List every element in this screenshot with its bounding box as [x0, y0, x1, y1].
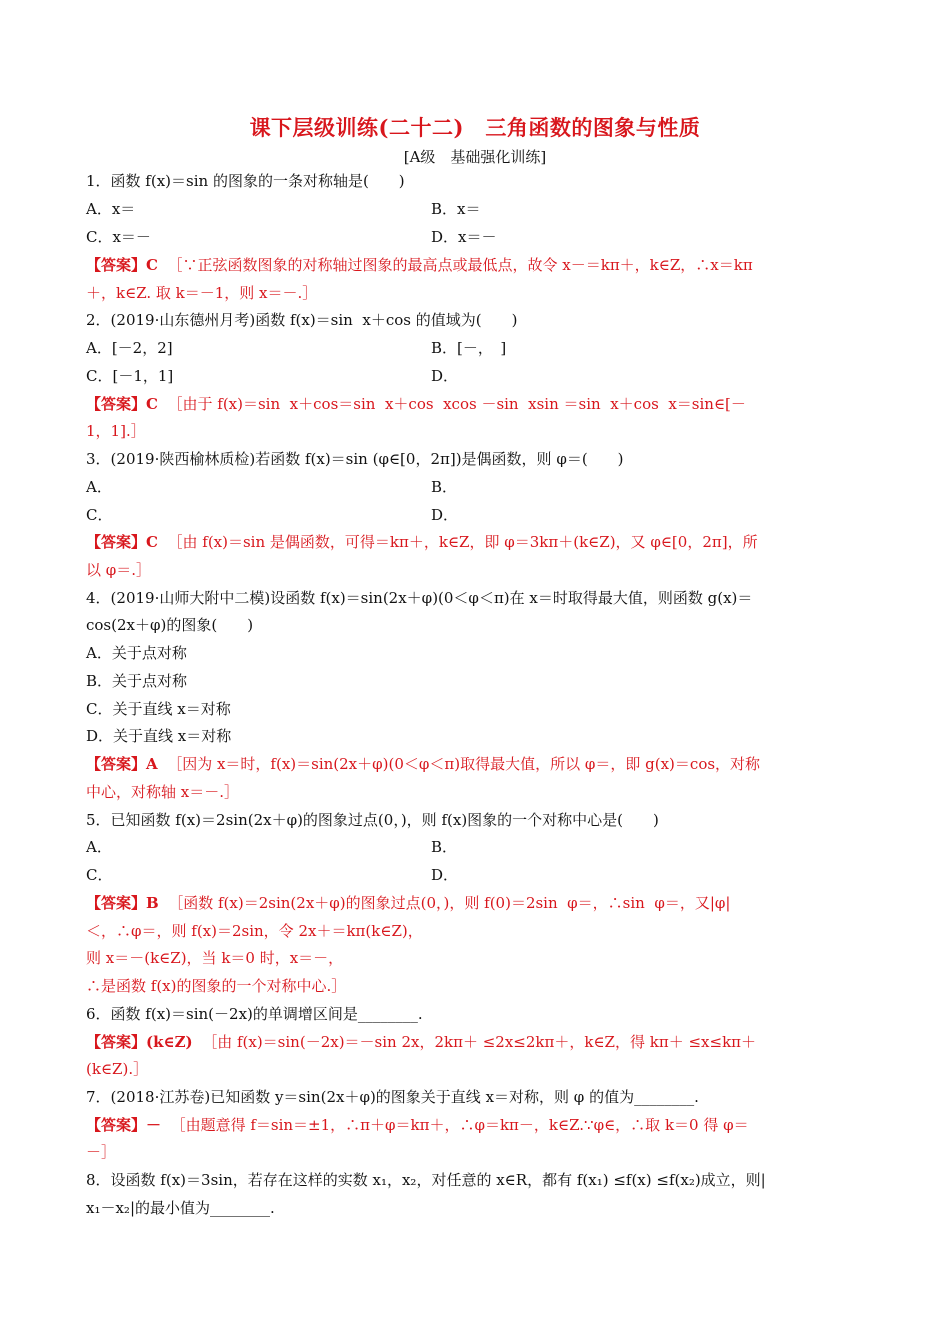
q6-answer [86, 1032, 866, 1052]
q2-stem: 2．(2019·山东德州月考)函数 f(x)＝sin x＋cos 的值域为( ) [86, 311, 518, 329]
q5-answer-text: ［函数 f(x)＝2sin(2x＋φ)的图象过点(0，)，则 f(0)＝2sin φ＝，∴sin φ＝，又|φ| [168, 894, 731, 912]
q2-option-c: C．[－1，1] [86, 367, 174, 385]
q4-stem-cont: cos(2x＋φ)的图象( ) [86, 616, 254, 634]
q5-answer [86, 893, 866, 913]
q5-answer-line4: ∴是函数 f(x)的图象的一个对称中心.］ [86, 977, 347, 995]
q5-answer-line3: 则 x＝－(k∈Z)，当 k＝0 时，x＝－， [86, 949, 344, 967]
q3-option-d: D． [431, 506, 459, 524]
q1-answer-text: ［∵正弦函数图象的对称轴过图象的最高点或最低点，故令 x－＝kπ＋，k∈Z，∴x＝kπ [167, 256, 753, 274]
q3-answer-text: ［由 f(x)＝sin 是偶函数，可得＝kπ＋，k∈Z，即 φ＝3kπ＋(k∈Z)，又 φ∈[0，2π]，所 [167, 533, 758, 551]
q1-option-a: A．x＝ [86, 200, 136, 218]
q2-option-b: B．[－， ] [431, 339, 507, 357]
q5-answer-line2: ＜，∴φ＝，则 f(x)＝2sin，令 2x＋＝kπ(k∈Z)， [86, 922, 423, 940]
q1-stem: 1．函数 f(x)＝sin 的图象的一条对称轴是( ) [86, 172, 405, 190]
q6-answer-cont: (k∈Z).］ [86, 1060, 149, 1078]
q8-stem-cont: x₁－x₂|的最小值为________. [86, 1199, 275, 1217]
q1-option-b: B．x＝ [431, 200, 481, 218]
q3-option-c: C． [86, 506, 113, 524]
q5-option-c: C． [86, 866, 113, 884]
q5-stem: 5．已知函数 f(x)＝2sin(2x＋φ)的图象过点(0，)，则 f(x)图象的一个对称中心是( ) [86, 811, 659, 829]
q6-stem: 6．函数 f(x)＝sin(－2x)的单调增区间是________. [86, 1005, 423, 1023]
q2-answer-tag: 【答案】C [86, 395, 158, 413]
q2-option-a: A．[－2，2] [86, 339, 173, 357]
q2-option-d: D． [431, 367, 459, 385]
q2-answer-cont: 1，1].］ [86, 422, 146, 440]
q4-option-b: B．关于点对称 [86, 672, 188, 690]
q1-option-c: C．x＝－ [86, 228, 151, 246]
q3-stem: 3．(2019·陕西榆林质检)若函数 f(x)＝sin (φ∈[0，2π])是偶函数，则 φ＝( ) [86, 450, 624, 468]
q4-answer-tag: 【答案】A [86, 755, 158, 773]
q3-answer-tag: 【答案】C [86, 533, 158, 551]
q5-option-a: A． [86, 838, 112, 856]
q2-answer [86, 394, 866, 414]
q2-answer-text: ［由于 f(x)＝sin x＋cos＝sin x＋cos xcos －sin xsin ＝sin x＋cos x＝sin∈[－ [167, 395, 746, 413]
q3-answer-cont: 以 φ＝.］ [86, 561, 152, 579]
q7-answer-cont: －］ [86, 1143, 117, 1161]
q7-stem: 7．(2018·江苏卷)已知函数 y＝sin(2x＋φ)的图象关于直线 x＝对称，则 φ 的值为________. [86, 1088, 699, 1106]
q4-option-d: D．关于直线 x＝对称 [86, 727, 232, 745]
q4-answer [86, 754, 866, 774]
q8-stem: 8．设函数 f(x)＝3sin，若存在这样的实数 x₁，x₂，对任意的 x∈R，都有 f(x₁) ≤f(x) ≤f(x₂)成立，则| [86, 1171, 766, 1189]
q4-stem: 4．(2019·山师大附中二模)设函数 f(x)＝sin(2x＋φ)(0＜φ＜π)在 x＝时取得最大值，则函数 g(x)＝ [86, 589, 753, 607]
q5-option-b: B． [431, 838, 458, 856]
q6-answer-text: ［由 f(x)＝sin(－2x)＝－sin 2x，2kπ＋ ≤2x≤2kπ＋，k∈Z，得 kπ＋ ≤x≤kπ＋ [202, 1033, 757, 1051]
q4-answer-text: ［因为 x＝时，f(x)＝sin(2x＋φ)(0＜φ＜π)取得最大值，所以 φ＝，即 g(x)＝cos，对称 [167, 755, 761, 773]
section-subtitle: [A级 基础强化训练] [403, 148, 547, 166]
page-title: 课下层级训练(二十二) 三角函数的图象与性质 [249, 115, 701, 140]
q7-answer-tag: 【答案】－ [86, 1116, 162, 1134]
q1-option-d: D．x＝－ [431, 228, 497, 246]
q4-option-c: C．关于直线 x＝对称 [86, 700, 231, 718]
q7-answer-text: ［由题意得 f＝sin＝±1，∴π＋φ＝kπ＋，∴φ＝kπ－，k∈Z.∵φ∈，∴取 k＝0 得 φ＝ [170, 1116, 749, 1134]
q1-answer [86, 255, 866, 275]
q3-option-b: B． [431, 478, 458, 496]
q5-answer-tag: 【答案】B [86, 894, 159, 912]
q1-answer-cont: ＋，k∈Z. 取 k＝－1，则 x＝－.］ [86, 284, 318, 302]
q6-answer-tag: 【答案】(k∈Z) [86, 1033, 193, 1051]
q3-option-a: A． [86, 478, 112, 496]
q7-answer [86, 1115, 866, 1135]
q3-answer [86, 532, 866, 552]
q5-option-d: D． [431, 866, 459, 884]
q4-answer-cont: 中心，对称轴 x＝－.］ [86, 783, 239, 801]
q4-option-a: A．关于点对称 [86, 644, 187, 662]
q1-answer-tag: 【答案】C [86, 256, 158, 274]
